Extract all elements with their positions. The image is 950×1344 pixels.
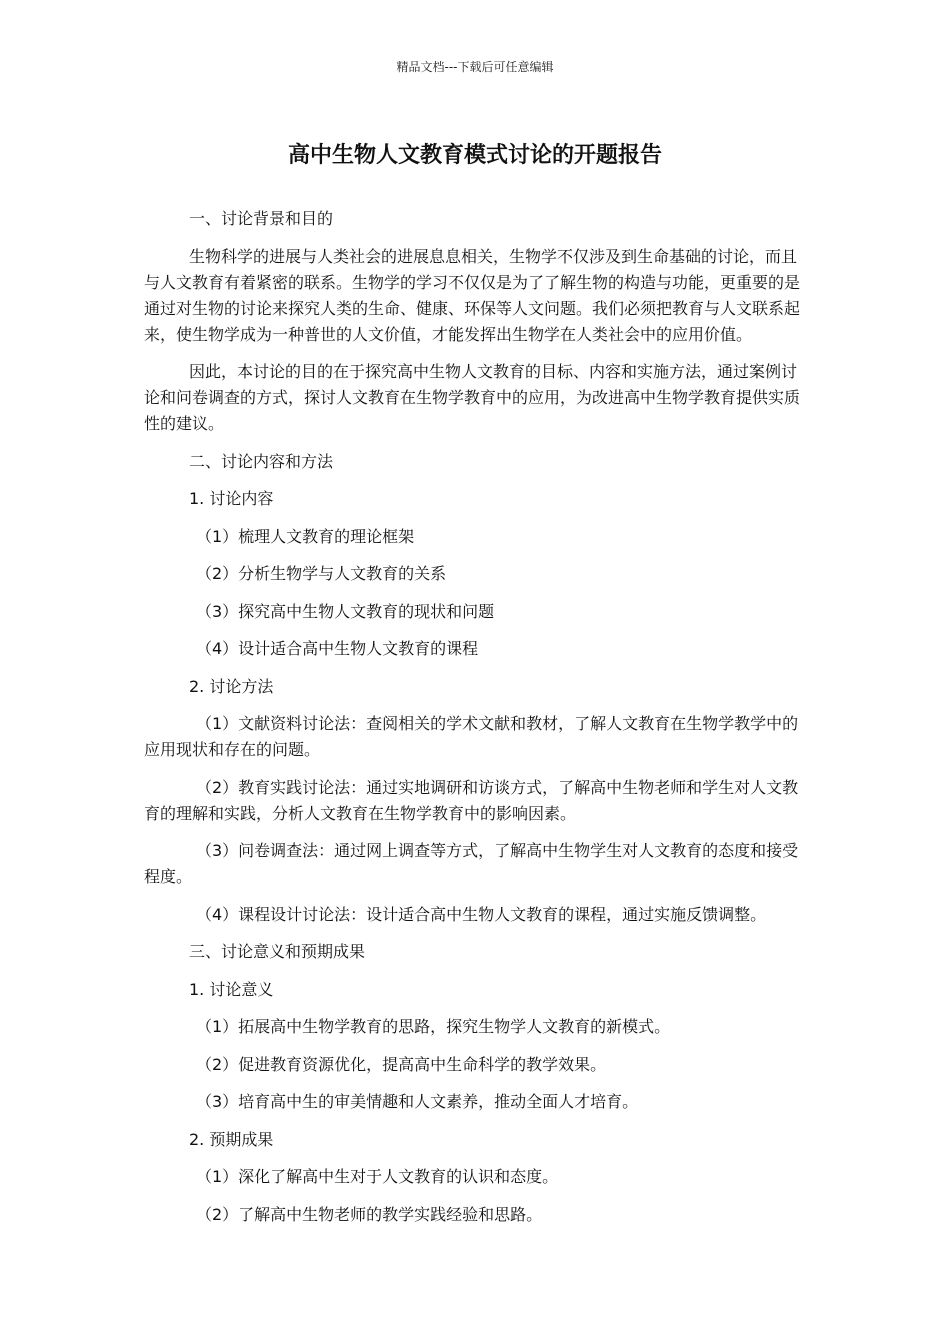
list-item: （2）教育实践讨论法：通过实地调研和访谈方式，了解高中生物老师和学生对人文教育的理解和实践，分析人文教育在生物学教育中的影响因素。: [144, 777, 799, 823]
paragraph: 生物科学的进展与人类社会的进展息息相关，生物学不仅涉及到生命基础的讨论，而且与人文教育有着紧密的联系。生物学的学习不仅仅是为了了解生物的构造与功能，更重要的是通过对生物的讨论来探究人类的生命、健康、环保等人文问题。我们必须把教育与人文联系起来，使生物学成为一种普世的人文价值，才能发挥出生物学在人类社会中的应用价值。: [144, 246, 801, 344]
subsection-heading: 1. 讨论意义: [189, 979, 274, 999]
section-heading: 一、讨论背景和目的: [189, 209, 334, 228]
list-item: （2）了解高中生物老师的教学实践经验和思路。: [196, 1204, 543, 1224]
list-item: （4）课程设计讨论法：设计适合高中生物人文教育的课程，通过实施反馈调整。: [196, 904, 767, 924]
list-item: （1）文献资料讨论法：查阅相关的学术文献和教材，了解人文教育在生物学教学中的应用现状和存在的问题。: [144, 714, 799, 759]
list-item: （3）问卷调查法：通过网上调查等方式，了解高中生物学生对人文教育的态度和接受程度。: [144, 841, 799, 886]
list-item: （1）拓展高中生物学教育的思路，探究生物学人文教育的新模式。: [196, 1017, 671, 1036]
list-item: （2）促进教育资源优化，提高高中生命科学的教学效果。: [196, 1054, 607, 1074]
subsection-heading: 2. 预期成果: [189, 1129, 274, 1149]
list-item: （3）探究高中生物人文教育的现状和问题: [196, 601, 495, 621]
list-item: （1）梳理人文教育的理论框架: [196, 526, 415, 546]
header-note: 精品文档---下载后可任意编辑: [396, 60, 554, 74]
paragraph: 因此，本讨论的目的在于探究高中生物人文教育的目标、内容和实施方法，通过案例讨论和问卷调查的方式，探讨人文教育在生物学教育中的应用，为改进高中生物学教育提供实质性的建议。: [144, 362, 801, 433]
section-heading: 三、讨论意义和预期成果: [189, 942, 366, 961]
subsection-heading: 2. 讨论方法: [189, 676, 274, 696]
document-body: [144, 206, 808, 1239]
list-item: （4）设计适合高中生物人文教育的课程: [196, 639, 479, 658]
document-title: 高中生物人文教育模式讨论的开题报告: [287, 143, 662, 168]
subsection-heading: 1. 讨论内容: [189, 489, 274, 508]
section-heading: 二、讨论内容和方法: [189, 451, 334, 471]
list-item: （1）深化了解高中生对于人文教育的认识和态度。: [196, 1167, 559, 1186]
list-item: （3）培育高中生的审美情趣和人文素养，推动全面人才培育。: [196, 1092, 639, 1111]
list-item: （2）分析生物学与人文教育的关系: [196, 564, 447, 583]
